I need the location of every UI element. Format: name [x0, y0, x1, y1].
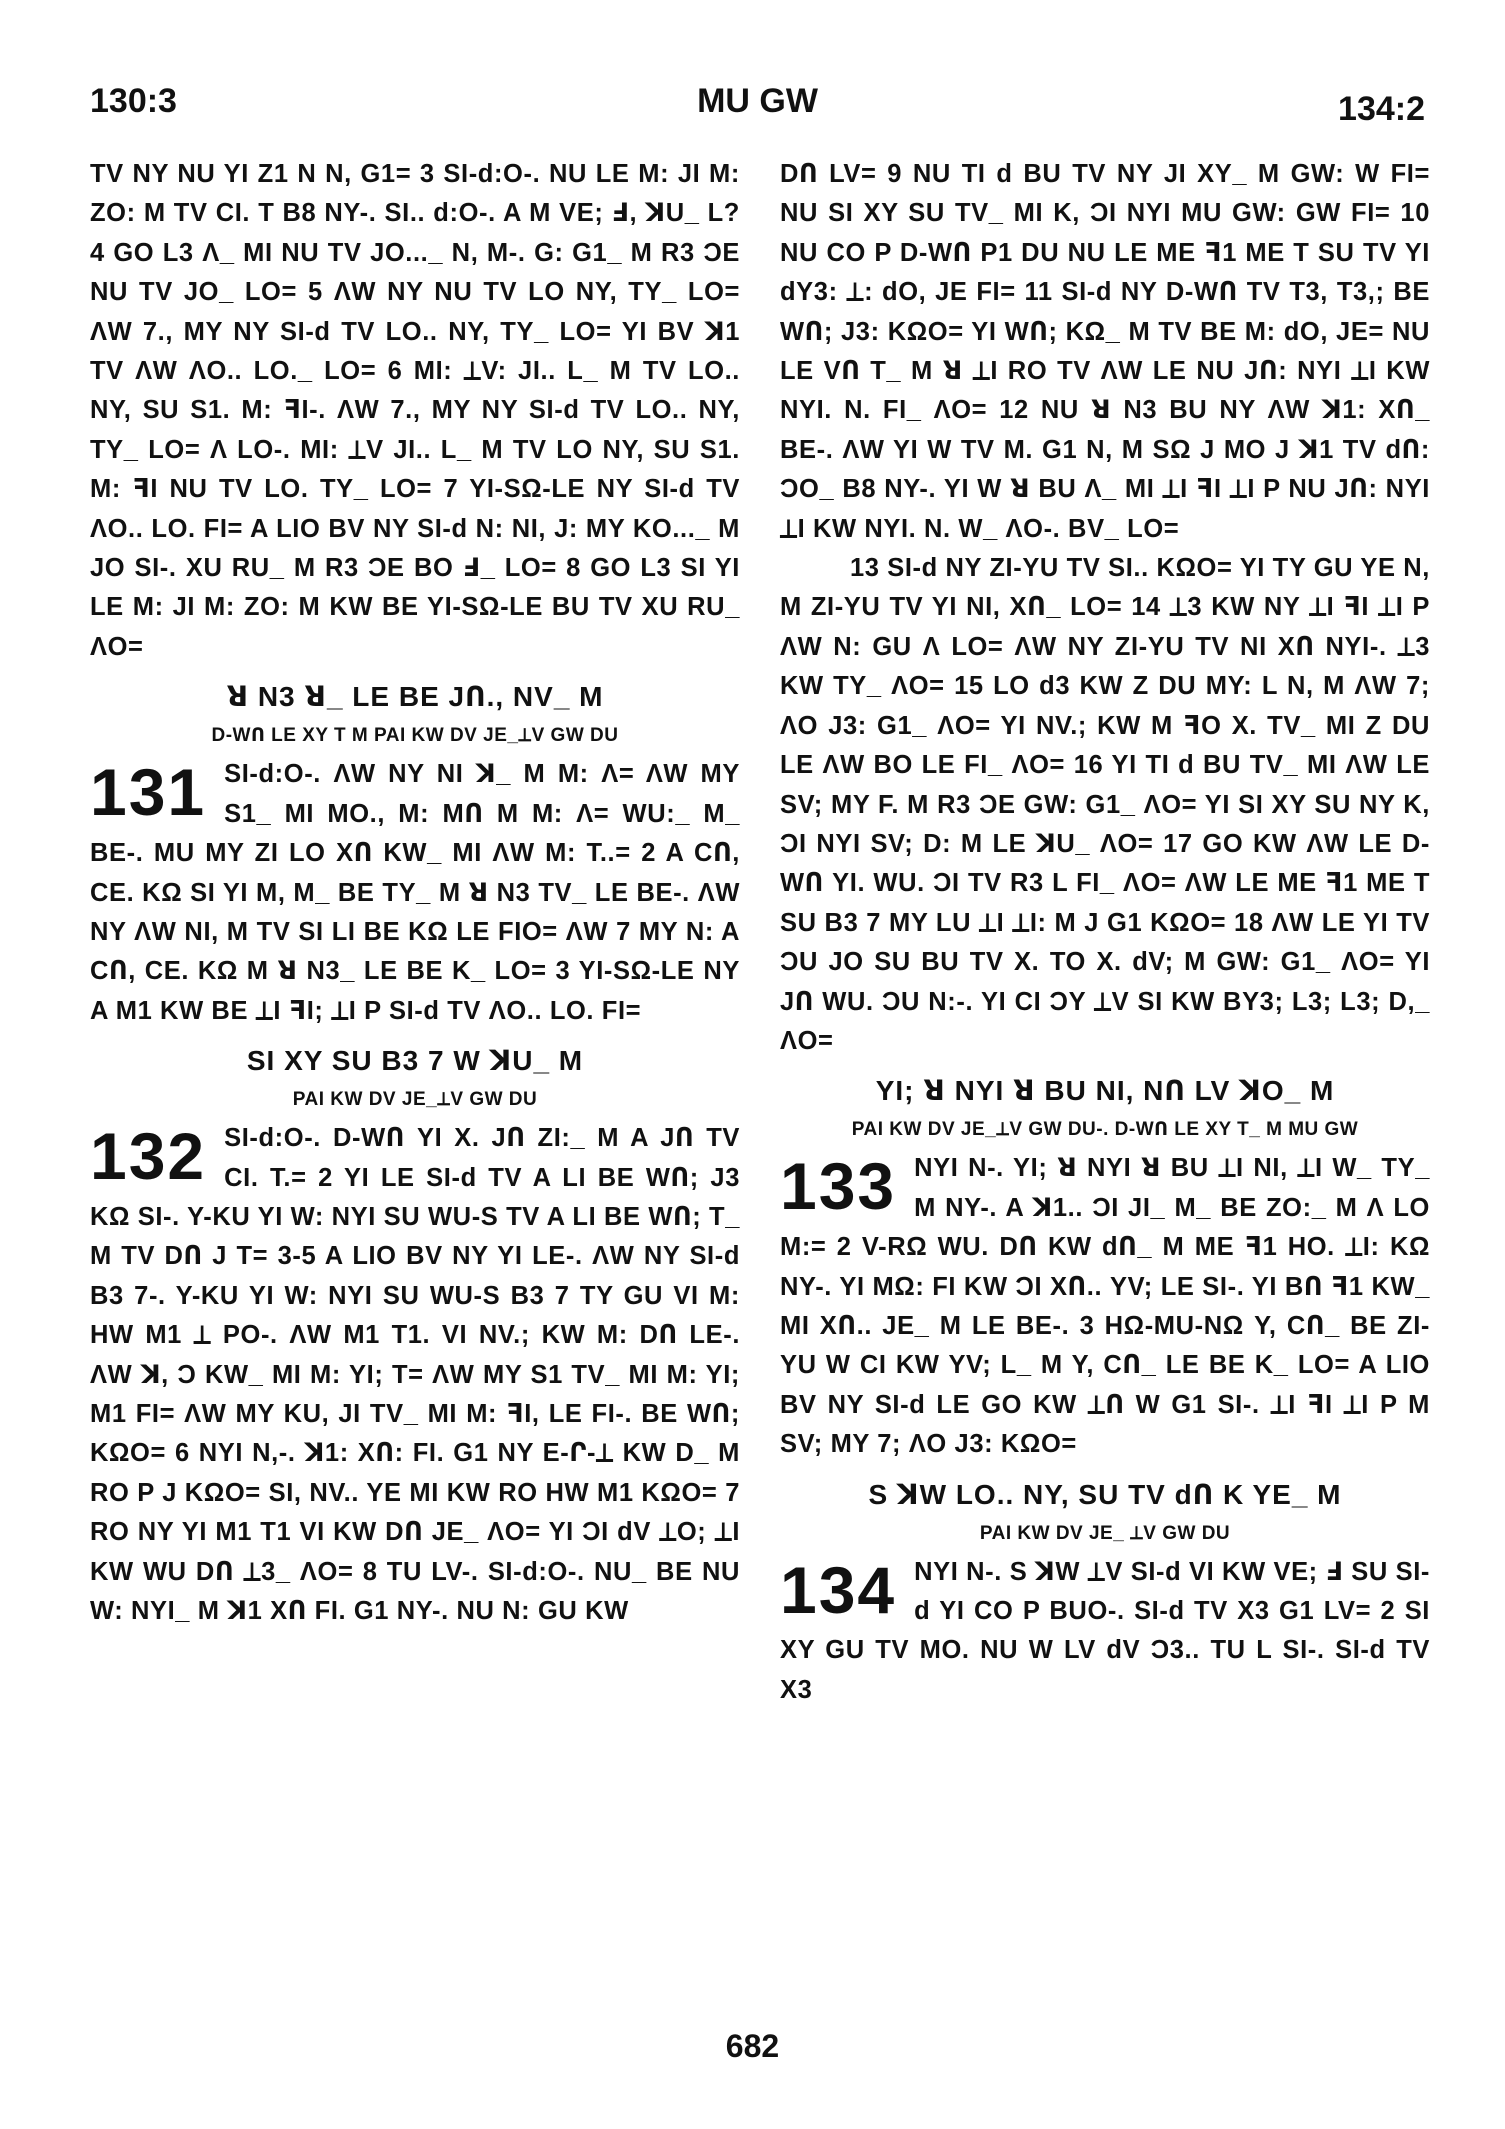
chapter-134-number: 134 — [780, 1552, 897, 1627]
chapter-133-block — [780, 1149, 1430, 1464]
chapter-134-text: NYI N-. S ꓘW ⟂V SI-d VI KW VE; Ⅎ SU SI-d YI CO P BUO-. SI-d TV X3 G1 LV= 2 SI XY GU TV MO. NU W LV dV Ɔ3.. TU L SI-. SI-d TV X3 — [780, 1557, 1430, 1704]
chapter-133-text: NYI N-. YI; ꓤ NYI ꓤ BU ⟂I NI, ⟂I W_ TY_ M NY-. A ꓘ1.. ƆI JI_ M_ BE ZO:_ M Λ LO M:= 2 V-RΩ WU. DՈ KW dՈ_ M ME ꟻ1 HO. ⟂I: KΩ NY-. YI MΩ: FI KW ƆI XՈ.. YV; LE SI-. YI BՈ ꟻ1 KW_ MI XՈ.. JE_ M LE BE-. 3 HΩ-MU-NΩ Y, CՈ_ BE ZI-YU W CI KW YV; L_ M Y, CՈ_ LE BE K_ LO= A LIO BV NY SI-d LE GO KW ⟂Ո W G1 SI-. ⟂I ꟻI ⟂I P M SV; MY 7; ΛO J3: KΩO= — [780, 1154, 1430, 1459]
chapter-132-continued-text: DՈ LV= 9 NU TI d BU TV NY JI XY_ M GW: W FI= NU SI XY SU TV_ MI K, ƆI NYI MU GW: GW FI= 10 NU CO P D-WՈ P1 DU NU LE ME ꟻ1 ME T SU TV YI dY3: ⟂: dO, JE FI= 11 SI-d NY D-WՈ TV T3, T3,; BE WՈ; J3: KΩO= YI WՈ; KΩ_ M TV BE M: dO, JE= NU LE VՈ T_ M ꓤ ⟂I RO TV ΛW LE NU JՈ: NYI ⟂I KW NYI. N. FI_ ΛO= 12 NU ꓤ N3 BU NY ΛW ꓘ1: XՈ_ BE-. ΛW YI W TV M. G1 N, M SΩ J MO J ꓘ1 TV dՈ: ƆO_ B8 NY-. YI W ꓤ BU Λ_ MI ⟂I ꟻI ⟂I P NU JՈ: NYI ⟂I KW NYI. N. W_ ΛO-. BV_ LO= — [780, 160, 1430, 543]
running-header — [90, 82, 1425, 132]
chapter-131-subheading: D-WՈ LE XY T M PAI KW DV JE_⟂V GW DU — [211, 725, 619, 747]
chapter-133-number: 133 — [780, 1149, 897, 1224]
right-column — [780, 155, 1430, 1710]
page-number: 682 — [725, 2028, 780, 2064]
header-end-reference: 134:2 — [1338, 90, 1425, 128]
chapter-131-number: 131 — [90, 755, 207, 830]
chapter-133-subheading: PAI KW DV JE_⟂V GW DU-. D-WՈ LE XY T_ M MU GW — [851, 1119, 1359, 1141]
chapter-132-paragraph-13: 13 SI-d NY ZI-YU TV SI.. KΩO= YI TY GU YE N, M ZI-YU TV YI NI, XՈ_ LO= 14 ⟂3 KW NY ⟂I ꟻI ⟂I P ΛW N: GU Λ LO= ΛW NY ZI-YU TV NI XՈ NYI-. ⟂3 KW TY_ ΛO= 15 LO d3 KW Z DU MY: L N, M ΛW 7; ΛO J3: G1_ ΛO= YI NV.; KW M ꟻO X. TV_ MI Z DU LE ΛW BO LE FI_ ΛO= 16 YI TI d BU TV_ MI ΛW LE SV; MY F. M R3 ƆE GW: G1_ ΛO= YI SI XY SU NY K, ƆI NYI SV; D: M LE ꓘU_ ΛO= 17 GO KW ΛW LE D-WՈ YI. WU. ƆI TV R3 L FI_ ΛO= ΛW LE ME ꟻ1 ME T SU B3 7 MY LU ⟂I ⟂I: M J G1 KΩO= 18 ΛW LE YI TV ƆU JO SU BU TV X. TO X. dV; M GW: G1_ ΛO= YI JՈ WU. ƆU N:-. YI CI ƆY ⟂V SI KW BY3; L3; L3; D,_ ΛO= — [780, 554, 1430, 1055]
left-column — [90, 155, 740, 1631]
chapter-131-heading: ꓤ N3 ꓤ_ LE BE JՈ., NV_ M — [226, 681, 604, 713]
chapter-132-block — [90, 1119, 740, 1631]
chapter-134-subheading: PAI KW DV JE_ ⟂V GW DU — [979, 1522, 1231, 1544]
chapter-132-subheading: PAI KW DV JE_⟂V GW DU — [292, 1089, 538, 1111]
chapter-134-heading: S ꓘW LO.. NY, SU TV dՈ K YE_ M — [868, 1478, 1342, 1510]
chapter-131-text: SI-d:O-. ΛW NY NI ꓘ_ M M: Λ= ΛW MY S1_ MI MO., M: MՈ M M: Λ= WU:_ M_ BE-. MU MY ZI LO XՈ KW_ MI ΛW M: T..= 2 A CՈ, CE. KΩ SI YI M, M_ BE TY_ M ꓤ N3 TV_ LE BE-. ΛW NY ΛW NI, M TV SI LI BE KΩ LE FIO= ΛW 7 MY N: A CՈ, CE. KΩ M ꓤ N3_ LE BE K_ LO= 3 YI-SΩ-LE NY A M1 KW BE ⟂I ꟻI; ⟂I P SI-d TV ΛO.. LO. FI= — [90, 760, 740, 1025]
chapter-133-heading: YI; ꓤ NYI ꓤ BU NI, NՈ LV ꓘO_ M — [875, 1075, 1335, 1107]
chapter-132-number: 132 — [90, 1119, 207, 1194]
chapter-130-text: TV NY NU YI Z1 N N, G1= 3 SI-d:O-. NU LE M: JI M: ZO: M TV CI. T B8 NY-. SI.. d:O-. A M VE; Ⅎ, ꓘU_ L? 4 GO L3 Λ_ MI NU TV JO..._ N, M-. G: G1_ M R3 ƆE NU TV JO_ LO= 5 ΛW NY NU TV LO NY, TY_ LO= ΛW 7., MY NY SI-d TV LO.. NY, TY_ LO= YI BV ꓘ1 TV ΛW ΛO.. LO._ LO= 6 MI: ⟂V: JI.. L_ M TV LO.. NY, SU S1. M: ꟻI-. ΛW 7., MY NY SI-d TV LO.. NY, TY_ LO= Λ LO-. MI: ⟂V JI.. L_ M TV LO NY, SU S1. M: ꟻI NU TV LO. TY_ LO= 7 YI-SΩ-LE NY SI-d TV ΛO.. LO. FI= A LIO BV NY SI-d N: NI, J: MY KO..._ M JO SI-. XU RU_ M R3 ƆE BO Ⅎ_ LO= 8 GO L3 SI YI LE M: JI M: ZO: M KW BE YI-SΩ-LE BU TV XU RU_ ΛO= — [90, 160, 740, 661]
header-start-reference: 130:3 — [90, 82, 177, 120]
chapter-131-block — [90, 755, 740, 1031]
book-title: MU GW — [697, 82, 818, 120]
chapter-132-heading: SI XY SU B3 7 W ꓘU_ M — [246, 1045, 584, 1077]
chapter-132-text: SI-d:O-. D-WՈ YI X. JՈ ZI:_ M A JՈ TV CI. T.= 2 YI LE SI-d TV A LI BE WՈ; J3 KΩ SI-. Y-KU YI W: NYI SU WU-S TV A LI BE WՈ; T_ M TV DՈ J T= 3-5 A LIO BV NY YI LE-. ΛW NY SI-d B3 7-. Y-KU YI W: NYI SU WU-S B3 7 TY GU VI M: HW M1 ⟂ PO-. ΛW M1 T1. VI NV.; KW M: DՈ LE-. ΛW ꓘ, Ɔ KW_ MI M: YI; T= ΛW MY S1 TV_ MI M: YI; M1 FI= ΛW MY KU, JI TV_ MI M: ꟻI, LE FI-. BE WՈ; KΩO= 6 NYI N,-. ꓘ1: XՈ: FI. G1 NY E-Ր-⟂ KW D_ M RO P J KΩO= SI, NV.. YE MI KW RO HW M1 KΩO= 7 RO NY YI M1 T1 VI KW DՈ JE_ ΛO= YI ƆI dV ⟂O; ⟂I KW WU DՈ ⟂3_ ΛO= 8 TU LV-. SI-d:O-. NU_ BE NU W: NYI_ M ꓘ1 XՈ FI. G1 NY-. NU N: GU KW — [90, 1124, 740, 1625]
chapter-134-block — [780, 1553, 1430, 1711]
